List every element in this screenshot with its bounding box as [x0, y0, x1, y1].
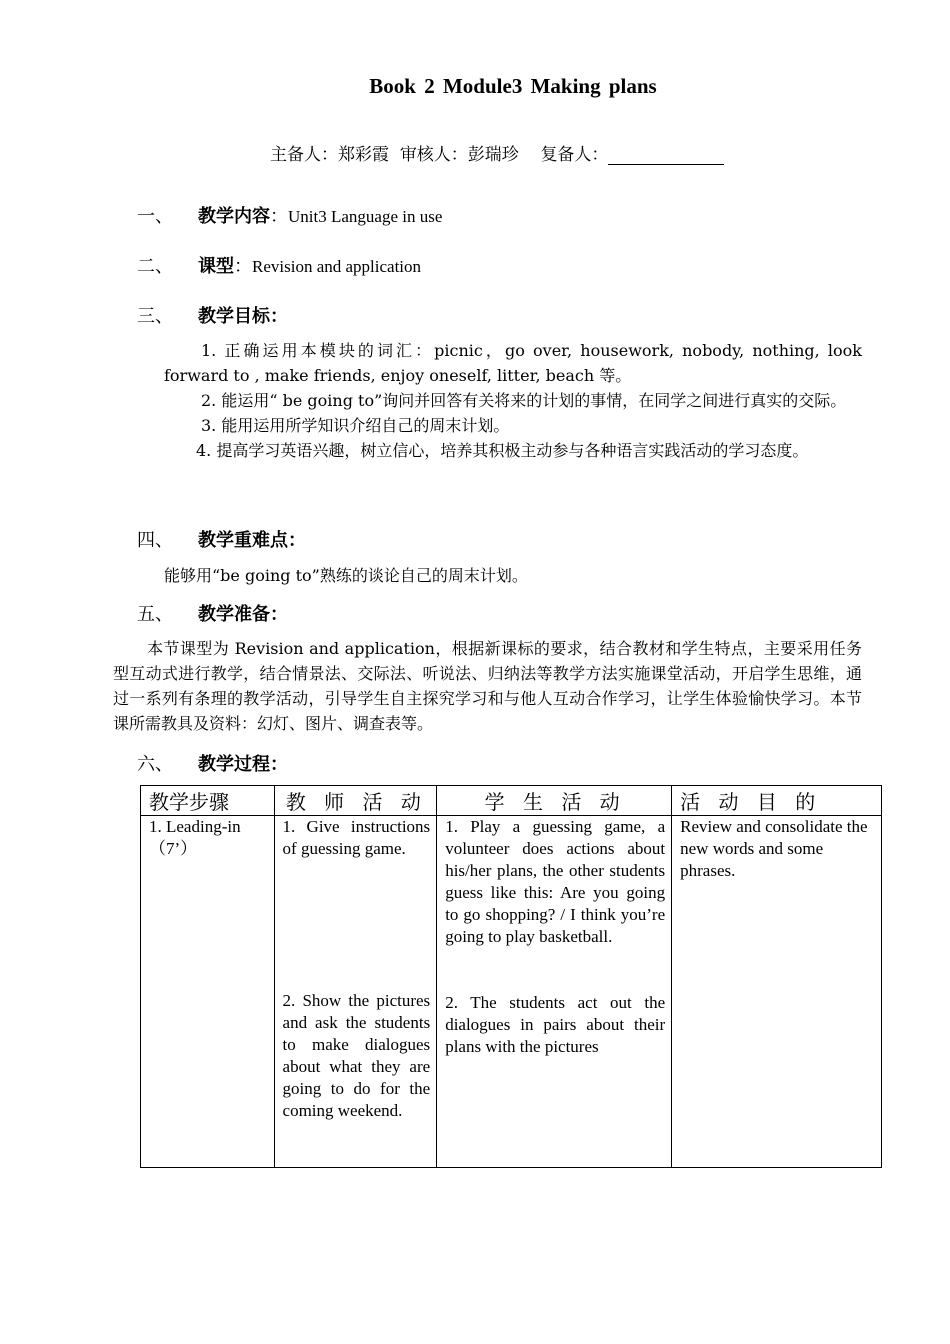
- header-step: 教学步骤: [141, 786, 275, 816]
- co-preparer-label: 复备人：: [540, 145, 609, 165]
- section-objectives: [137, 302, 288, 328]
- section-text: Unit3 Language in use: [288, 207, 443, 226]
- step-time: （7’）: [149, 839, 198, 858]
- student-activity-2: 2. The students act out the dialogues in pairs about their plans with the pictures: [445, 993, 666, 1056]
- header-teacher: 教 师 活 动: [274, 786, 437, 816]
- section-number: 五、: [137, 604, 173, 625]
- header-student: 学 生 活 动: [437, 786, 672, 816]
- section-heading: 教学内容: [198, 206, 270, 227]
- objectives-list: [164, 338, 862, 463]
- section-text: Revision and application: [252, 257, 422, 276]
- main-preparer: 郑彩霞: [338, 145, 389, 165]
- objective-item: 1. 正确运用本模块的词汇：picnic，go over, housework, nobody, nothing, look forward to , make friends, enjoy oneself, litter, beach 等。: [164, 341, 862, 385]
- section-preparation: [137, 600, 288, 626]
- objective-item: 2. 能运用“ be going to”询问并回答有关将来的计划的事情，在同学之间进行真实的交际。: [201, 391, 847, 410]
- section-heading: 教学准备：: [198, 604, 288, 625]
- section-heading: 教学重难点：: [198, 530, 306, 551]
- teacher-activity-2: 2. Show the pictures and ask the students to make dialogues about what they are going to do for the coming weekend.: [282, 991, 431, 1120]
- student-cell: [437, 816, 672, 1168]
- table-header-row: [141, 786, 882, 816]
- section-key-points: [137, 526, 306, 552]
- purpose-cell: Review and consolidate the new words and some phrases.: [672, 816, 882, 1168]
- preparers-line: [270, 140, 724, 165]
- step-name: 1. Leading-in: [149, 817, 241, 836]
- teacher-cell: [274, 816, 437, 1168]
- preparation-text: [113, 636, 862, 736]
- section-heading: 教学目标：: [198, 306, 288, 327]
- section-process: [137, 750, 288, 776]
- preparation-paragraph: 本节课型为 Revision and application，根据新课标的要求，结合教材和学生特点，主要采用任务型互动式进行教学，结合情景法、交际法、听说法、归纳法等教学方法实施课堂活动，开启学生思维，通过一系列有条理的教学活动，引导学生自主探究学习和与他人互动合作学习，让学生体验愉快学习。本节课所需教具及资料：幻灯、图片、调查表等。: [113, 639, 862, 733]
- student-activity-1: 1. Play a guessing game, a volunteer does actions about his/her plans, the other students guess like this: Are you going to go shopping? / I think you’re going to play basketball.: [445, 817, 666, 946]
- section-number: 一、: [137, 206, 173, 227]
- section-heading: 课型: [198, 256, 234, 277]
- section-heading: 教学过程：: [198, 754, 288, 775]
- section-lesson-type: 二、 课型：Revision and application: [137, 252, 421, 278]
- section-number: 六、: [137, 754, 173, 775]
- reviewer-label: 审核人：: [399, 145, 468, 165]
- key-points-text: 能够用“be going to”熟练的谈论自己的周末计划。: [164, 566, 528, 585]
- section-number: 三、: [137, 306, 173, 327]
- section-number: 二、: [137, 256, 173, 277]
- header-purpose: 活 动 目 的: [672, 786, 882, 816]
- section-content: 一、 教学内容：Unit3 Language in use: [137, 202, 442, 228]
- main-preparer-label: 主备人：: [270, 145, 338, 165]
- co-preparer-blank: [608, 147, 724, 165]
- reviewer: 彭瑞珍: [467, 145, 519, 165]
- section-number: 四、: [137, 530, 173, 551]
- table-row: [141, 816, 882, 1168]
- objective-item: 3. 能用运用所学知识介绍自己的周末计划。: [201, 416, 510, 435]
- process-table: [140, 785, 882, 1168]
- step-cell: [141, 816, 275, 1168]
- objective-item: 4. 提高学习英语兴趣，树立信心，培养其积极主动参与各种语言实践活动的学习态度。: [196, 441, 809, 460]
- teacher-activity-1: 1. Give instructions of guessing game.: [282, 817, 431, 858]
- document-title: Book 2 Module3 Making plans: [369, 74, 657, 98]
